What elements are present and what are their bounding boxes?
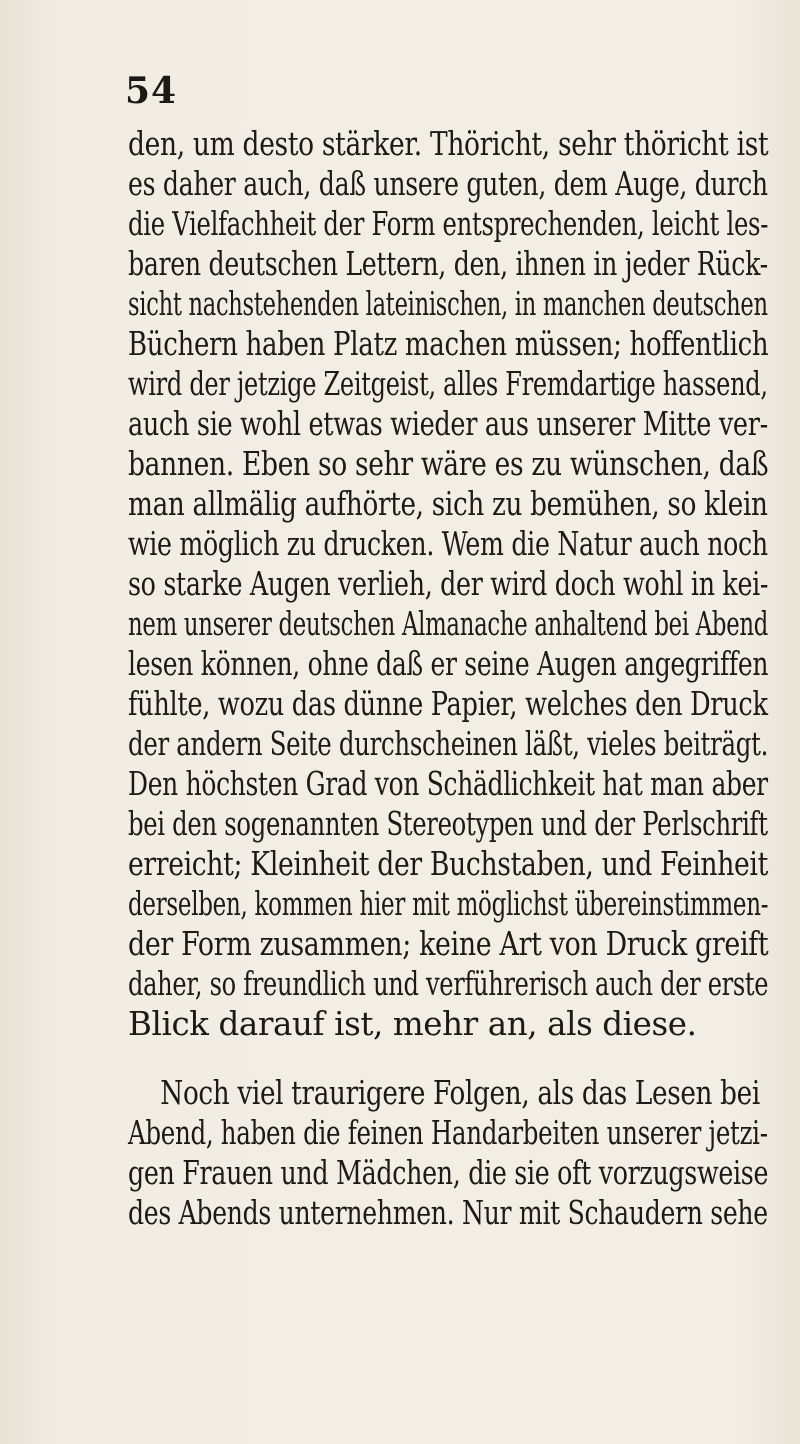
text-line: auch sie wohl etwas wieder aus unserer Mitte ver- [128, 405, 768, 443]
text-line: sicht nachstehenden lateinischen, in manchen deutschen [128, 285, 768, 323]
text-line: der andern Seite durchscheinen läßt, vieles beiträgt. [128, 725, 769, 763]
text-line: daher, so freundlich und verführerisch auch der erste [128, 965, 769, 1003]
text-line: wird der jetzige Zeitgeist, alles Fremdartige hassend, [128, 365, 768, 403]
text-line: Büchern haben Platz machen müssen; hoffentlich [128, 325, 769, 363]
text-line: wie möglich zu drucken. Wem die Natur auch noch [128, 525, 768, 563]
text-line: Abend, haben die feinen Handarbeiten unserer jetzi- [128, 1114, 768, 1152]
text-line: Den höchsten Grad von Schädlichkeit hat man aber [128, 765, 768, 803]
body-text [128, 124, 768, 1233]
text-line: die Vielfachheit der Form entsprechenden, leicht les- [128, 205, 769, 243]
paragraph-gap [128, 1044, 768, 1073]
text-line: der Form zusammen; keine Art von Druck greift [128, 925, 769, 963]
text-line: man allmälig aufhörte, sich zu bemühen, so klein [128, 485, 768, 523]
text-line: derselben, kommen hier mit möglichst übereinstimmen- [128, 885, 769, 923]
paragraph-2 [128, 1073, 768, 1233]
text-line: erreicht; Kleinheit der Buchstaben, und Feinheit [128, 845, 768, 883]
text-line: bei den sogenannten Stereotypen und der Perlschrift [128, 805, 768, 843]
text-line: lesen können, ohne daß er seine Augen angegriffen [128, 645, 769, 683]
text-line: es daher auch, daß unsere guten, dem Auge, durch [128, 165, 768, 203]
text-line: gen Frauen und Mädchen, die sie oft vorzugsweise [128, 1154, 769, 1192]
text-line: fühlte, wozu das dünne Papier, welches den Druck [128, 685, 768, 723]
text-line: bannen. Eben so sehr wäre es zu wünschen, daß [128, 445, 769, 483]
text-line: nem unserer deutschen Almanache anhaltend bei Abend [128, 605, 769, 643]
text-line: des Abends unternehmen. Nur mit Schaudern sehe [128, 1194, 768, 1232]
text-line: baren deutschen Lettern, den, ihnen in jeder Rück- [128, 245, 768, 283]
text-line: den, um desto stärker. Thöricht, sehr thöricht ist [128, 125, 769, 163]
text-line: Noch viel traurigere Folgen, als das Lesen bei [160, 1074, 760, 1112]
paragraph-1 [128, 124, 768, 1044]
text-line: so starke Augen verlieh, der wird doch wohl in kei- [128, 565, 769, 603]
text-line: Blick darauf ist, mehr an, als diese. [128, 1005, 697, 1043]
page-number: 54 [125, 70, 178, 112]
